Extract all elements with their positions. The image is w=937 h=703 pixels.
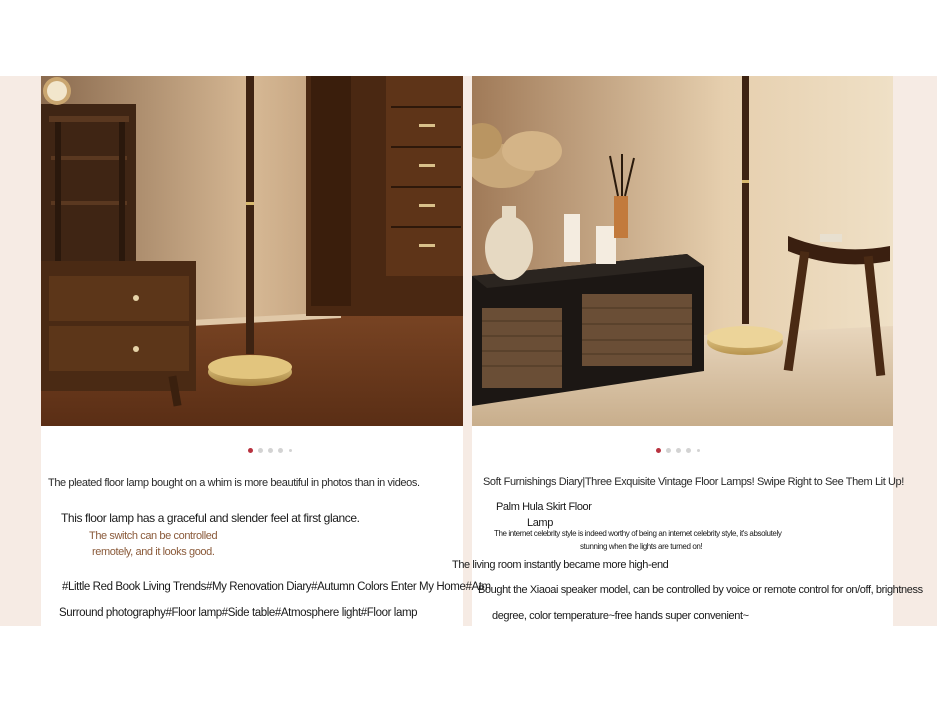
right-caption-5-line2: degree, color temperature~free hands super convenient~	[492, 610, 749, 622]
floor-lamp-living-room-photo[interactable]	[41, 76, 463, 426]
right-caption-1: Soft Furnishings Diary|Three Exquisite Vintage Floor Lamps! Swipe Right to See Them Lit Up!	[483, 476, 904, 488]
right-caption-5-line1: Bought the Xiaoai speaker model, can be controlled by voice or remote control for on/off, brightness	[478, 584, 923, 596]
left-hashtags-line2[interactable]: Surround photography#Floor lamp#Side table#Atmosphere light#Floor lamp	[59, 607, 418, 619]
living-room-scene	[41, 76, 463, 426]
left-hashtags-line1[interactable]: #Little Red Book Living Trends#My Renovation Diary#Autumn Colors Enter My Home#Atm	[62, 581, 491, 593]
carousel-dot-active[interactable]	[248, 448, 253, 453]
carousel-dot[interactable]	[666, 448, 671, 453]
carousel-dot[interactable]	[289, 449, 292, 452]
left-caption-3-line1: The switch can be controlled	[89, 530, 218, 542]
carousel-dot[interactable]	[697, 449, 700, 452]
left-caption-1: The pleated floor lamp bought on a whim is more beautiful in photos than in videos.	[48, 477, 420, 489]
right-caption-3-line2: stunning when the lights are turned on!	[580, 542, 703, 551]
carousel-dot-active[interactable]	[656, 448, 661, 453]
right-caption-3-line1: The internet celebrity style is indeed worthy of being an internet celebrity style, it's absolutely	[494, 529, 782, 538]
post-card-left[interactable]	[41, 76, 463, 626]
carousel-dot[interactable]	[268, 448, 273, 453]
tv-cabinet-scene	[472, 76, 893, 426]
carousel-dot[interactable]	[278, 448, 283, 453]
floor-lamp-tv-cabinet-photo[interactable]	[472, 76, 893, 426]
right-caption-2-line1: Palm Hula Skirt Floor	[496, 501, 592, 513]
carousel-dot[interactable]	[258, 448, 263, 453]
carousel-dot[interactable]	[676, 448, 681, 453]
carousel-dots	[41, 448, 463, 454]
carousel-dot[interactable]	[686, 448, 691, 453]
right-caption-4: The living room instantly became more high-end	[452, 559, 669, 571]
left-caption-3-line2: remotely, and it looks good.	[92, 546, 215, 558]
right-caption-2-line2: Lamp	[527, 517, 553, 529]
carousel-dots	[472, 448, 893, 454]
left-caption-2: This floor lamp has a graceful and slender feel at first glance.	[61, 511, 360, 525]
